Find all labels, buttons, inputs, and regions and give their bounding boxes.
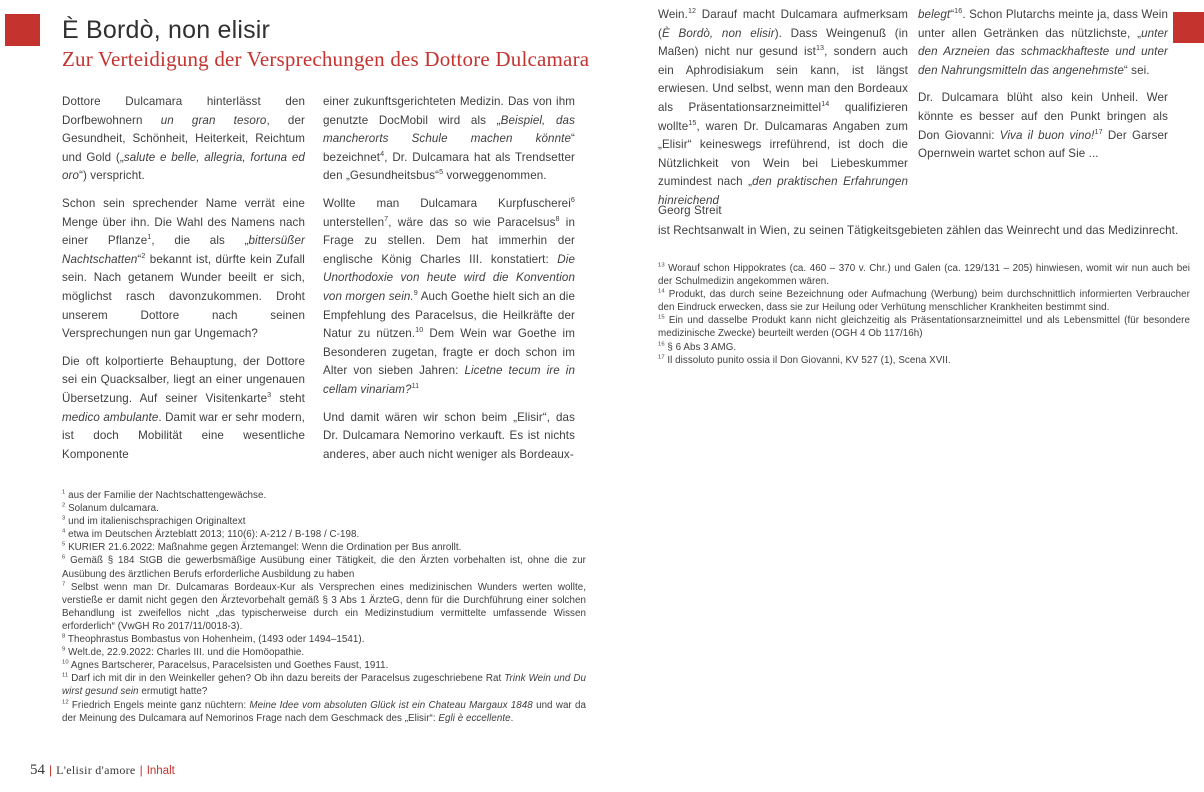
author-name: Georg Streit <box>658 204 722 217</box>
body-paragraph: Wein.$^{12}$ Darauf macht Dulcamara aufmerksam (È Bordò, non elisir). Dass Weingenuß (in Maßen) nicht nur gesund ist$^{13}$, sondern auch ein Aphrodisiakum sein kann, ist längst erwiesen. Und selbst, wenn man den Bordeaux als Präsentationsarzneimittel$^{14}$ qualifizieren wollte$^{15}$, waren Dr. Dulcamaras Angaben zum „Elisir“ keineswegs irreführend, ist doch die Nützlichkeit von Wein bei Liebeskummer zumindest nach „den praktischen Erfahrungen hinreichend <box>658 6 909 207</box>
footnote: $^{14}$ Produkt, das durch seine Bezeichnung oder Aufmachung (Werbung) beim durchschnittlich informierten Verbraucher den Eindruck erwecken, dass sie zur Heilung oder Verhütung menschlicher Krankheiten bestimmt sind. <box>658 288 1190 314</box>
left-page-column-1 <box>62 93 305 464</box>
right-page-column-1 <box>658 6 908 211</box>
inhalt-link[interactable]: Inhalt <box>146 765 175 777</box>
footnote: $^5$ KURIER 21.6.2022: Maßnahme gegen Ärztemangel: Wenn die Ordination per Bus anrollt. <box>62 542 462 554</box>
footnote: $^{13}$ Worauf schon Hippokrates (ca. 460 – 370 v. Chr.) und Galen (ca. 129/131 – 205) hinwiesen, womit wir nun auch bei der Schulmedizin angekommen wären. <box>658 262 1190 288</box>
body-paragraph: Dottore Dulcamara hinterlässt den Dorfbewohnern un gran tesoro, der Gesundheit, Schönheit, Heiterkeit, Reichtum und Gold („salute e belle, allegria, fortuna ed oro“) verspricht. <box>62 95 305 183</box>
corner-marker-right <box>1173 12 1204 43</box>
footnote: $^7$ Selbst wenn man Dr. Dulcamaras Bordeaux-Kur als Versprechen eines medizinischen Wunders werten wollte, verstieße er damit nicht gegen den Ärztevorbehalt gemäß § 3 Abs 1 ÄrzteG, denn für die Durchführung einer solchen Behandlung ist zweifellos nicht „das typischerweise durch ein Medizinstudium vermittelte umfassende Wissen erforderlich“ (VwGH Ro 2017/11/0018-3). <box>62 581 586 632</box>
page-footer <box>30 761 175 779</box>
footnote: $^2$ Solanum dulcamara. <box>62 502 159 515</box>
footer-separator: | <box>49 763 53 777</box>
footnote: $^{12}$ Friedrich Engels meinte ganz nüchtern: Meine Idee vom absoluten Glück ist ein Chateau Margaux 1848 und war da der Meinung des Dulcamara auf Nemorinos Frage nach dem Geschmack des „Elisir“: Egli è eccellente. <box>62 699 586 724</box>
footnote: $^3$ und im italienischsprachigen Originaltext <box>62 515 246 528</box>
left-page-column-2 <box>323 93 575 464</box>
footnote: $^{10}$ Agnes Bartscherer, Paracelsus, Paracelsisten und Goethes Faust, 1911. <box>62 659 389 672</box>
footnote: $^4$ etwa im Deutschen Ärzteblatt 2013; 110(6): A-212 / B-198 / C-198. <box>62 529 360 541</box>
body-paragraph: Schon sein sprechender Name verrät eine Menge über ihn. Die Wahl des Namens nach einer Pflanze$^1$, die als „bittersüßer Nachtschatten“$^2$ bekannt ist, dürfte kein Zufall sein. Nach getanem Wunder beeilt er sich, möglichst rasch davonzukommen. Droht unserem Dottore nach seinen Versprechungen nun gar Ungemach? <box>62 196 305 341</box>
page-number: 54 <box>30 762 45 778</box>
footnote: $^9$ Welt.de, 22.9.2022: Charles III. und die Homöopathie. <box>62 646 305 659</box>
body-paragraph: belegt“$^{16}$. Schon Plutarchs meinte ja, dass Wein unter allen Getränken das nützlichste, „unter den Arzneien das schmackhafteste und unter den Nahrungsmitteln das angenehmste“ sei. <box>918 6 1168 77</box>
footnote: $^8$ Theophrastus Bombastus von Hohenheim, (1493 oder 1494–1541). <box>62 633 365 646</box>
body-paragraph: einer zukunftsgerichteten Medizin. Das von ihm genutzte DocMobil wird als „Beispiel, das mancherorts Schule machen könnte“ bezeichnet$^4$, Dr. Dulcamara hat als Trendsetter den „Gesundheitsbus“$^5$ vorweggenommen. <box>323 95 575 183</box>
footnote: $^1$ aus der Familie der Nachtschattengewächse. <box>62 489 267 501</box>
footnote: $^{17}$ Il dissoluto punito ossia il Don Giovanni, KV 527 (1), Scena XVII. <box>658 354 951 366</box>
author-block <box>658 201 1188 240</box>
footnote: $^6$ Gemäß § 184 StGB die gewerbsmäßige Ausübung einer Tätigkeit, die den Ärzten vorbehalten ist, ohne die zur Ausübung des ärztlichen Berufs erforderliche Ausbildung zu haben <box>62 555 586 580</box>
body-paragraph: Dr. Dulcamara blüht also kein Unheil. Wer könnte es besser auf den Punkt bringen als Don Giovanni: Viva il buon vino!$^{17}$ Der Garser Opernwein wartet schon auf Sie ... <box>918 91 1168 161</box>
right-page-column-2 <box>918 6 1168 164</box>
body-paragraph: Wollte man Dulcamara Kurpfuscherei$^6$ unterstellen$^7$, wäre das so wie Paracelsus$^8$ in Frage zu stellen. Dem hat immerhin der englische König Charles III. konstatiert: Die Unorthodoxie von heute wird die Konvention von morgen sein.$^9$ Auch Goethe hielt sich an die Empfehlung des Paracelsus, die Heilkräfte der Natur zu nützen.$^{10}$ Dem Wein war Goethe im Besonderen zugetan, fragte er doch schon im Alter von sieben Jahren: Licetne tecum ire in cellam vinariam?$^{11}$ <box>323 195 576 396</box>
body-paragraph: Und damit wären wir schon beim „Elisir“, das Dr. Dulcamara Nemorino verkauft. Es ist nichts anderes, aber auch nicht weniger als Bordeaux- <box>323 410 575 461</box>
article-subtitle: Zur Verteidigung der Versprechungen des Dottore Dulcamara <box>62 47 590 71</box>
left-page-footnotes <box>62 489 586 725</box>
body-paragraph: Die oft kolportierte Behauptung, der Dottore sei ein Quacksalber, liegt an einer ungenauen Übersetzung. Auf seiner Visitenkarte$^3$ steht medico ambulante. Damit war er sehr modern, ist doch Mobilität eine wesentliche Komponente <box>62 354 305 461</box>
footnote: $^{16}$ § 6 Abs 3 AMG. <box>658 341 737 353</box>
footnote: $^{11}$ Darf ich mit dir in den Weinkeller gehen? Ob ihn dazu bereits der Paracelsus zugeschriebene Rat Trink Wein und Du wirst gesund sein ermutigt hatte? <box>62 673 586 698</box>
footer-separator: | <box>139 763 143 777</box>
footnote: $^{15}$ Ein und dasselbe Produkt kann nicht gleichzeitig als Präsentationsarzneimittel und als Lebensmittel (für besondere medizinische Zwecke) beurteilt werden (OGH 4 Ob 117/16h) <box>658 315 1190 340</box>
right-page-footnotes <box>658 262 1190 367</box>
author-bio: ist Rechtsanwalt in Wien, zu seinen Tätigkeitsgebieten zählen das Weinrecht und das Medizinrecht. <box>658 223 1179 237</box>
publication-title: L'elisir d'amore <box>56 763 136 777</box>
article-title: È Bordò, non elisir <box>62 16 271 44</box>
corner-marker-left <box>5 14 40 46</box>
